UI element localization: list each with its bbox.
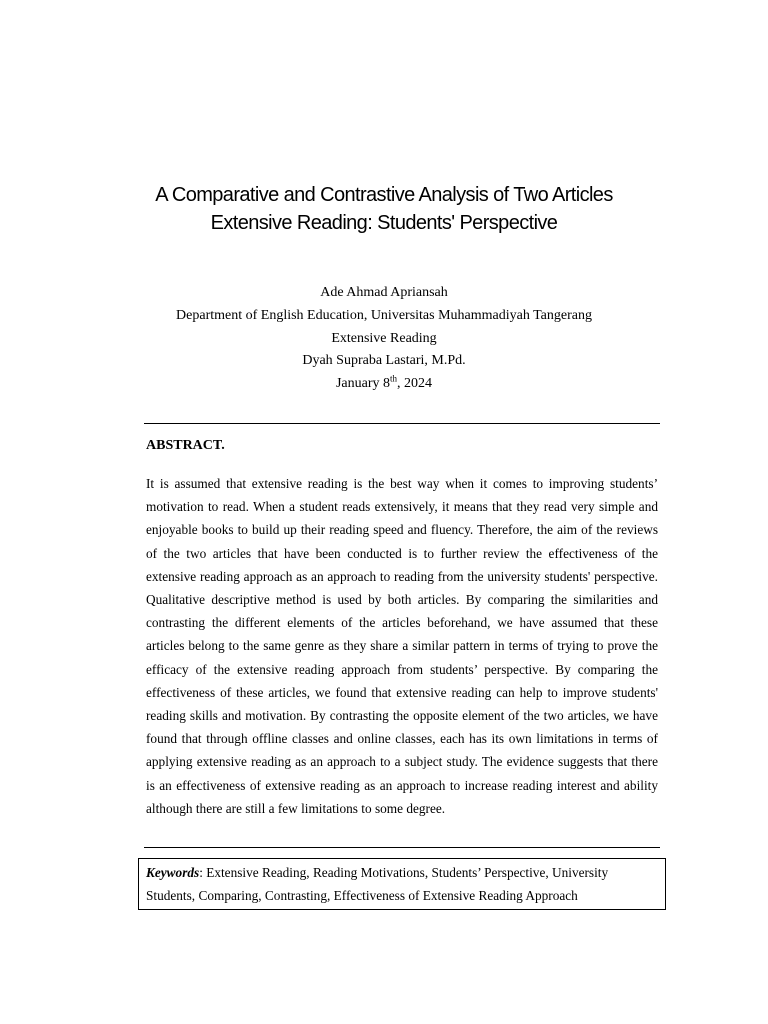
date-month-day: January 8 <box>335 376 391 392</box>
author-department: Department of English Education, Universitas Muhammadiyah Tangerang <box>176 307 592 323</box>
paper-title-line-2: Extensive Reading: Students' Perspective <box>210 212 558 234</box>
paper-title <box>0 181 768 237</box>
keywords-label: Keywords <box>146 865 200 880</box>
abstract-top-rule <box>144 423 660 424</box>
date-year: , 2024 <box>397 376 433 392</box>
paper-title-line-1: A Comparative and Contrastive Analysis of Two Articles <box>155 184 613 206</box>
abstract-heading: ABSTRACT. <box>146 438 225 453</box>
abstract-body: It is assumed that extensive reading is the best way when it comes to improving students’ motivation to read. When a student reads extensively, it means that they read very simple and enjoyable books to build up their reading speed and fluency. Therefore, the aim of the reviews of the two articles that have been conducted is to further review the effectiveness of the extensive reading approach as an approach to reading from the university students' perspective. Qualitative descriptive method is used by both articles. By comparing the similarities and contrasting the different elements of the articles beforehand, we have assumed that these articles belong to the same genre as they share a similar pattern in terms of trying to prove the efficacy of the extensive reading approach from students’ perspective. By comparing the effectiveness of these articles, we found that extensive reading can help to improve students' reading skills and motivation. By contrasting the opposite element of the two articles, we have found that through offline classes and online classes, each has its own limitations in terms of applying extensive reading as an approach to a subject study. The evidence suggests that there is an effectiveness of extensive reading as an approach to increase reading interest and ability although there are still a few limitations to some degree. <box>146 476 658 816</box>
keywords-box <box>138 858 666 910</box>
course-name: Extensive Reading <box>331 330 437 346</box>
abstract-bottom-rule <box>144 847 660 848</box>
lecturer-name: Dyah Supraba Lastari, M.Pd. <box>302 353 466 369</box>
author-name: Ade Ahmad Apriansah <box>320 285 448 300</box>
date-ordinal-suffix: th <box>390 373 398 384</box>
keywords-text: : Extensive Reading, Reading Motivations, Students’ Perspective, University Students, Comparing, Contrasting, Effectiveness of Extensive Reading Approach <box>146 865 609 903</box>
author-block <box>0 282 768 396</box>
paper-date <box>0 373 768 396</box>
